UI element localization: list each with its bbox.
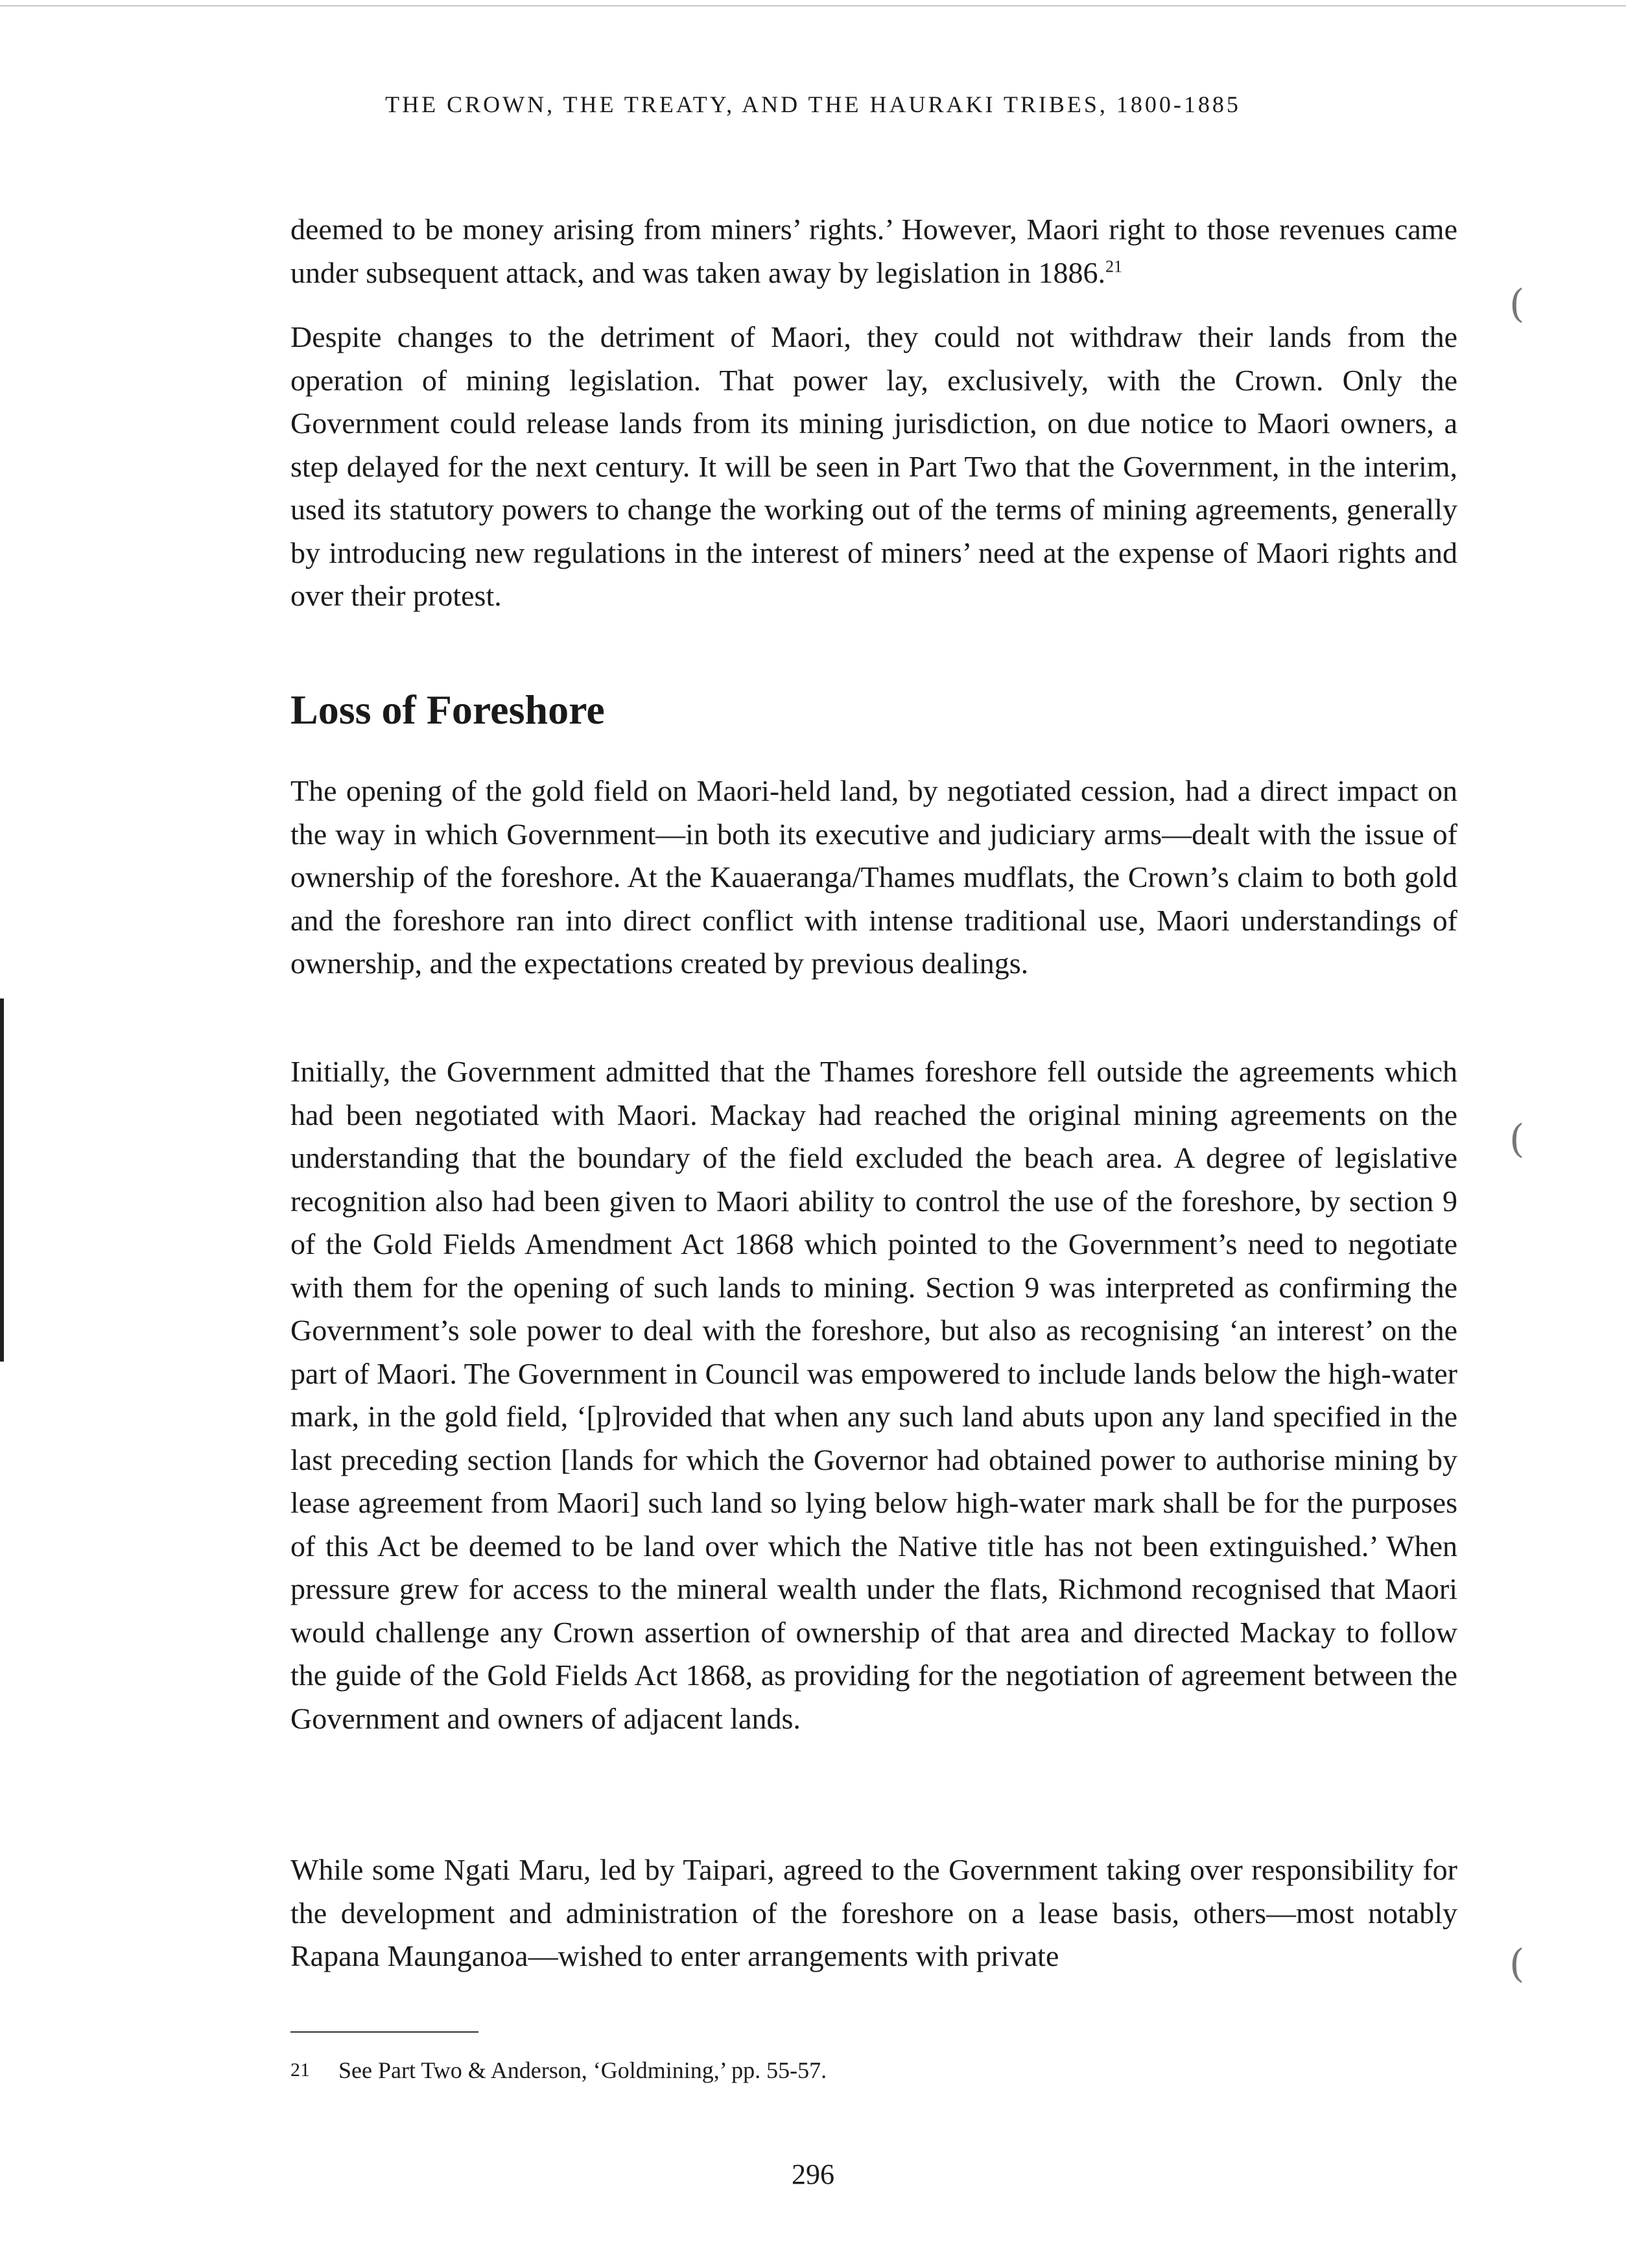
running-head: THE CROWN, THE TREATY, AND THE HAURAKI TRIBES, 1800-1885 [385, 91, 1241, 117]
margin-mark-1: ( [1509, 281, 1525, 327]
paragraph-1-text: deemed to be money arising from miners’ rights.’ However, Maori right to those revenues came under subsequent attack, and was taken away by legislation in 1886. [290, 213, 1457, 289]
paragraph-5-text: While some Ngati Maru, led by Taipari, agreed to the Government taking over responsibility for the development and administration of the foreshore on a lease basis, others—most notably Rapana Maunganoa—wished to enter arrangements with private [290, 1853, 1457, 1972]
footnote-number: 21 [290, 2059, 310, 2081]
paragraph-3-text: The opening of the gold field on Maori-held land, by negotiated cession, had a direct impact on the way in which Government—in both its executive and judiciary arms—dealt with the issue of ownership of the foreshore. At the Kauaeranga/Thames mudflats, the Crown’s claim to both gold and the foreshore ran into direct conflict with intense traditional use, Maori understandings of ownership, and the expectations created by previous dealings. [290, 774, 1457, 980]
paragraph-4-text: Initially, the Government admitted that the Thames foreshore fell outside the agreements which had been negotiated with Maori. Mackay had reached the original mining agreements on the understanding that the boundary of the field excluded the beach area. A degree of legislative recognition also had been given to Maori ability to control the use of the foreshore, by section 9 of the Gold Fields Amendment Act 1868 which pointed to the Government’s need to negotiate with them for the opening of such lands to mining. Section 9 was interpreted as confirming the Government’s sole power to deal with the foreshore, but also as recognising ‘an interest’ on the part of Maori. The Government in Council was empowered to include lands below the high-water mark, in the gold field, ‘[p]rovided that when any such land abuts upon any land specified in the last preceding section [lands for which the Governor had obtained power to authorise mining by lease agreement from Maori] such land so lying below high-water mark shall be for the purposes of this Act be deemed to be land over which the Native title has not been extinguished.’ When pressure grew for access to the mineral wealth under the flats, Richmond recognised that Maori would challenge any Crown assertion of ownership of that area and directed Mackay to follow the guide of the Gold Fields Act 1868, as providing for the negotiation of agreement between the Government and owners of adjacent lands. [290, 1055, 1457, 1735]
footnote-text: See Part Two & Anderson, ‘Goldmining,’ pp. 55-57. [338, 2057, 827, 2083]
footnote-21 [290, 2054, 827, 2086]
section-heading: Loss of Foreshore [290, 687, 605, 733]
paragraph-1 [290, 208, 1457, 294]
page-number: 296 [792, 2158, 834, 2190]
top-edge-rule [0, 5, 1626, 6]
paragraph-2-text: Despite changes to the detriment of Maori, they could not withdraw their lands from the operation of mining legislation. That power lay, exclusively, with the Crown. Only the Government could release lands from its mining jurisdiction, on due notice to Maori owners, a step delayed for the next century. It will be seen in Part Two that the Government, in the interim, used its statutory powers to change the working out of the terms of mining agreements, generally by introducing new regulations in the interest of miners’ need at the expense of Maori rights and over their protest. [290, 320, 1457, 612]
margin-mark-3: ( [1509, 1941, 1525, 1987]
paragraph-5 [290, 1849, 1457, 1978]
paragraph-3 [290, 770, 1457, 986]
margin-mark-2: ( [1509, 1116, 1525, 1162]
footnote-ref-21: 21 [1105, 257, 1123, 276]
paragraph-2 [290, 316, 1457, 618]
paragraph-4 [290, 1050, 1457, 1740]
scan-left-edge-shadow [0, 998, 4, 1362]
footnote-rule [290, 2031, 478, 2033]
